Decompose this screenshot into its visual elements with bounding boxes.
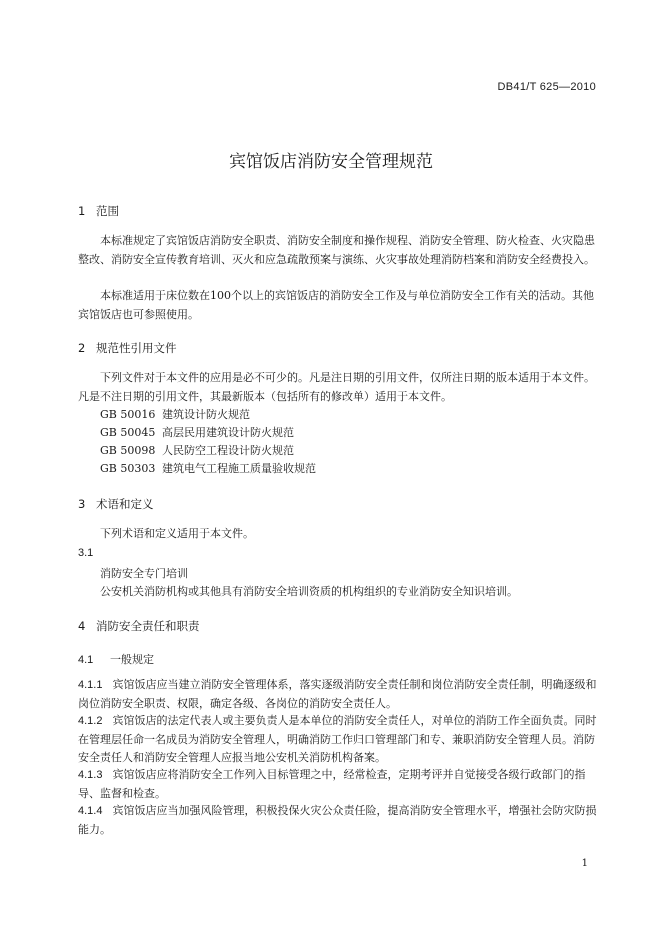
paragraph: 本标准规定了宾馆饭店消防安全职责、消防安全制度和操作规程、消防安全管理、防火检查、火灾隐患整改、消防安全宣传教育培训、灭火和应急疏散预案与演练、火灾事故处理消防档案和消防安全经费投入。 <box>78 234 595 266</box>
clause <box>78 676 601 713</box>
section-1-heading <box>78 203 119 219</box>
clause <box>78 712 601 768</box>
section-number: 3 <box>78 497 86 511</box>
paragraph: 本标准适用于床位数在100个以上的宾馆饭店的消防安全工作及与单位消防安全工作有关的活动。其他宾馆饭店也可参照使用。 <box>78 289 594 321</box>
reference-title: 建筑电气工程施工质量验收规范 <box>162 462 316 475</box>
paragraph: 下列术语和定义适用于本文件。 <box>100 527 254 540</box>
reference-title: 人民防空工程设计防火规范 <box>162 444 294 457</box>
clause <box>78 766 601 803</box>
reference-item <box>100 460 316 479</box>
section-4-heading <box>78 618 200 634</box>
reference-item <box>100 424 294 443</box>
clause-number: 4.1.3 <box>78 769 103 781</box>
standard-number: DB41/T 625—2010 <box>497 81 596 93</box>
reference-code: GB 50045 <box>100 426 156 439</box>
reference-code: GB 50016 <box>100 408 156 421</box>
reference-item <box>100 406 250 425</box>
reference-item <box>100 442 294 461</box>
section-number: 4 <box>78 619 86 633</box>
section-title: 规范性引用文件 <box>96 341 177 355</box>
section-2-heading <box>78 340 177 356</box>
term-number: 3.1 <box>78 547 94 559</box>
reference-code: GB 50098 <box>100 444 156 457</box>
section-title: 范围 <box>96 204 119 218</box>
term-definition: 公安机关消防机构或其他具有消防安全培训资质的机构组织的专业消防安全知识培训。 <box>100 585 518 598</box>
clause-text: 宾馆饭店应当加强风险管理，积极投保火灾公众责任险，提高消防安全管理水平，增强社会防灾防损能力。 <box>78 804 597 836</box>
term-title: 消防安全专门培训 <box>100 567 188 580</box>
clause <box>78 802 601 839</box>
paragraph: 下列文件对于本文件的应用是必不可少的。凡是注日期的引用文件，仅所注日期的版本适用于本文件。凡是不注日期的引用文件，其最新版本（包括所有的修改单）适用于本文件。 <box>78 371 595 403</box>
reference-code: GB 50303 <box>100 462 156 475</box>
section-title: 消防安全责任和职责 <box>96 619 200 633</box>
document-title: 宾馆饭店消防安全管理规范 <box>229 152 433 172</box>
clause-text: 宾馆饭店的法定代表人或主要负责人是本单位的消防安全责任人，对单位的消防工作全面负责。同时在管理层任命一名成员为消防安全管理人，明确消防工作归口管理部门和专、兼职消防安全管理人员。消防安全责任人和消防安全管理人应报当地公安机关消防机构备案。 <box>78 714 597 764</box>
reference-title: 高层民用建筑设计防火规范 <box>162 426 294 439</box>
clause-number: 4.1.1 <box>78 679 103 691</box>
clause-text: 宾馆饭店应将消防安全工作列入目标管理之中，经常检查，定期考评并自觉接受各级行政部门的指导、监督和检查。 <box>78 768 586 800</box>
section-title: 术语和定义 <box>96 497 154 511</box>
section-number: 2 <box>78 341 86 355</box>
section-number: 1 <box>78 204 86 218</box>
page-number: 1 <box>581 858 588 869</box>
clause-number: 4.1.2 <box>78 715 103 727</box>
clause-text: 宾馆饭店应当建立消防安全管理体系，落实逐级消防安全责任制和岗位消防安全责任制，明确逐级和岗位消防安全职责、权限，确定各级、各岗位的消防安全责任人。 <box>78 678 597 710</box>
section-3-heading <box>78 496 154 512</box>
subsection-number: 4.1 <box>78 654 94 666</box>
clause-number: 4.1.4 <box>78 805 103 817</box>
subsection-heading <box>78 651 154 667</box>
subsection-title: 一般规定 <box>110 653 154 666</box>
reference-title: 建筑设计防火规范 <box>162 408 250 421</box>
